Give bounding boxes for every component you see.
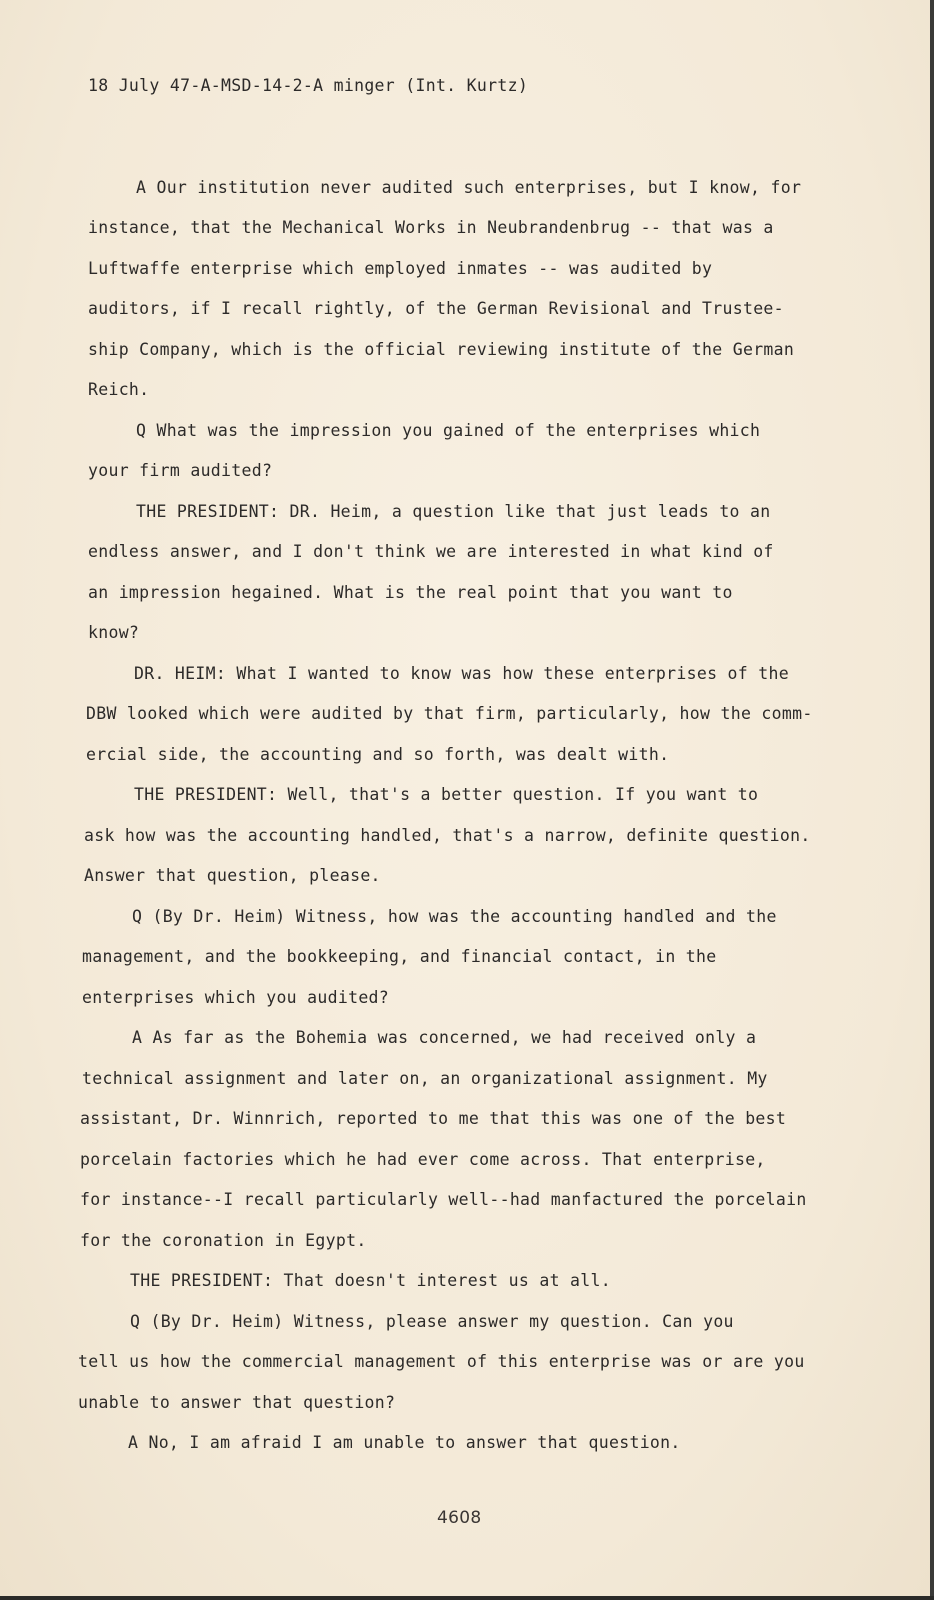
text-line: assistant, Dr. Winnrich, reported to me that this was one of the best [80,1109,787,1128]
text-line: instance, that the Mechanical Works in Neubrandenbrug -- that was a [88,218,774,237]
text-line: porcelain factories which he had ever come across. That enterprise, [80,1150,766,1169]
text-line: Q (By Dr. Heim) Witness, please answer my question. Can you [130,1312,734,1331]
text-line: ask how was the accounting handled, that's a narrow, definite question. [84,826,811,845]
text-line: management, and the bookkeeping, and financial contact, in the [82,947,717,966]
document-header: 18 July 47-A-MSD-14-2-A minger (Int. Kurtz) [88,76,529,95]
text-line: THE PRESIDENT: DR. Heim, a question like that just leads to an [136,502,771,521]
text-line: ercial side, the accounting and so forth, was dealt with. [86,745,670,764]
text-line: ship Company, which is the official reviewing institute of the German [88,340,795,359]
page-number: 4608 [437,1508,482,1528]
text-line: enterprises which you audited? [82,988,390,1007]
text-line: DBW looked which were audited by that firm, particularly, how the comm- [86,704,813,723]
text-line: Q What was the impression you gained of the enterprises which [136,421,761,440]
text-line: for the coronation in Egypt. [80,1231,367,1250]
text-line: DR. HEIM: What I wanted to know was how these enterprises of the [134,664,789,683]
text-line: know? [88,623,140,642]
text-line: tell us how the commercial management of this enterprise was or are you [78,1352,805,1371]
text-line: technical assignment and later on, an organizational assignment. My [82,1069,768,1088]
text-line: THE PRESIDENT: That doesn't interest us at all. [130,1271,611,1290]
text-line: an impression hegained. What is the real point that you want to [88,583,733,602]
text-line: Luftwaffe enterprise which employed inmates -- was audited by [88,259,713,278]
scan-border [0,1596,934,1600]
text-line: for instance--I recall particularly well--had manfactured the porcelain [80,1190,807,1209]
text-line: THE PRESIDENT: Well, that's a better question. If you want to [134,785,759,804]
text-line: Answer that question, please. [84,866,381,885]
text-line: A No, I am afraid I am unable to answer that question. [128,1433,681,1452]
text-line: endless answer, and I don't think we are interested in what kind of [88,542,774,561]
text-line: auditors, if I recall rightly, of the German Revisional and Trustee- [88,299,784,318]
text-line: A As far as the Bohemia was concerned, we had received only a [132,1028,757,1047]
text-line: unable to answer that question? [78,1393,396,1412]
text-line: your firm audited? [88,461,273,480]
text-line: Reich. [88,380,150,399]
text-line: Q (By Dr. Heim) Witness, how was the accounting handled and the [132,907,777,926]
text-line: A Our institution never audited such enterprises, but I know, for [136,178,802,197]
